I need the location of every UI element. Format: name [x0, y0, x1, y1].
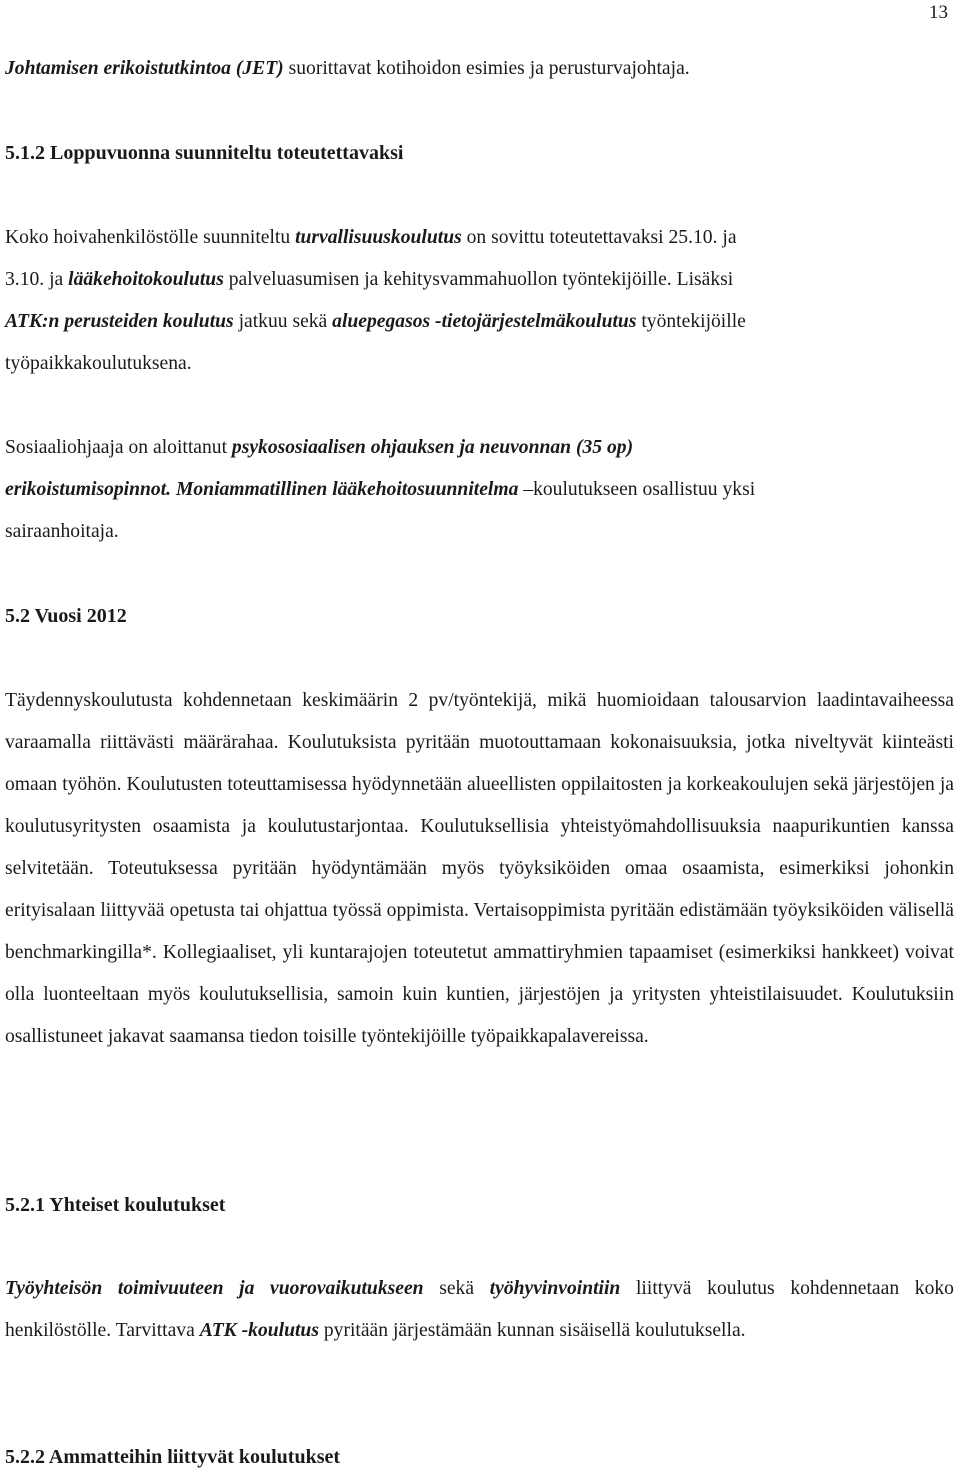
- text-line: [5, 301, 954, 343]
- intro-text: suorittavat kotihoidon esimies ja perusturvajohtaja.: [283, 58, 690, 79]
- paragraph-year-2012: Täydennyskoulutusta kohdennetaan keskimäärin 2 pv/työntekijä, mikä huomioidaan talousarvion laadintavaiheessa varaamalla riittävästi määrärahaa. Koulutuksista pyritään muotouttamaan kokonaisuuksia, jotka niveltyvät kiinteästi omaan työhön. Koulutusten toteuttamisessa hyödynnetään alueellisten oppilaitosten ja korkeakoulujen sekä järjestöjen ja koulutusyritysten osaamista ja koulutustarjontaa. Koulutuksellisia yhteistyömahdollisuuksia naapurikuntien kanssa selvitetään. Toteutuksessa pyritään hyödyntämään myös työyksiköiden omaa osaamista, esimerkiksi johonkin erityisalaan liittyvää opetusta tai ohjattua työssä oppimista. Vertaisoppimista pyritään edistämään työyksiköiden välisellä benchmarkingilla*. Kollegiaaliset, yli kuntarajojen toteutetut ammattiryhmien tapaamiset (esimerkiksi hankkeet) voivat olla luonteeltaan myös koulutuksellisia, samoin kuin kuntien, järjestöjen ja yritysten yhteistilaisuudet. Koulutuksiin osallistuneet jakavat saamansa tiedon toisille työntekijöille työpaikkapalavereissa.: [5, 690, 954, 1047]
- heading-5-2-2: 5.2.2 Ammatteihin liittyvät koulutukset: [5, 1446, 341, 1468]
- text-run: liittyvä koulutus kohdennetaan koko henkilöstölle. Tarvittava: [5, 1278, 954, 1341]
- text-run: työntekijöille: [636, 311, 746, 332]
- emphasis-safety-training: turvallisuuskoulutus: [295, 227, 462, 248]
- emphasis-atk-course: ATK -koulutus: [199, 1320, 319, 1341]
- text-line: sairaanhoitaja.: [5, 521, 119, 542]
- emphasis-specialization: erikoistumisopinnot. Moniammatillinen lääkehoitosuunnitelma: [5, 479, 519, 500]
- text-run: jatkuu sekä: [233, 311, 333, 332]
- text-line: työpaikkakoulutuksena.: [5, 353, 192, 374]
- text-line: [5, 217, 954, 259]
- paragraph-social-counselor: [5, 427, 954, 553]
- text-line: [5, 427, 954, 469]
- text-run: Sosiaaliohjaaja on aloittanut: [5, 437, 232, 458]
- text-line: [5, 469, 954, 511]
- intro-emphasis: Johtamisen erikoistutkintoa (JET): [5, 58, 284, 79]
- heading-5-1-2: 5.1.2 Loppuvuonna suunniteltu toteutettavaksi: [5, 142, 404, 164]
- text-run: on sovittu toteutettavaksi 25.10. ja: [461, 227, 737, 248]
- text-run: pyritään järjestämään kunnan sisäisellä koulutuksella.: [318, 1320, 746, 1341]
- text-run: –koulutukseen osallistuu yksi: [518, 479, 756, 500]
- text-run: sekä: [423, 1278, 490, 1299]
- emphasis-medication-training: lääkehoitokoulutus: [68, 269, 224, 290]
- emphasis-psychosocial-guidance: psykososiaalisen ohjauksen ja neuvonnan (35 op): [231, 437, 634, 458]
- emphasis-wellbeing: työhyvinvointiin: [489, 1278, 621, 1299]
- heading-5-2: 5.2 Vuosi 2012: [5, 605, 127, 627]
- emphasis-atk-training: ATK:n perusteiden koulutus: [5, 311, 234, 332]
- paragraph-training-plan: [5, 217, 954, 385]
- paragraph-common-training: [5, 1268, 954, 1352]
- emphasis-work-community: Työyhteisön toimivuuteen ja vuorovaikutukseen: [5, 1278, 424, 1299]
- heading-5-2-1: 5.2.1 Yhteiset koulutukset: [5, 1194, 226, 1216]
- text-run: 3.10. ja: [5, 269, 69, 290]
- text-run: palveluasumisen ja kehitysvammahuollon työntekijöille. Lisäksi: [223, 269, 734, 290]
- text-run: Koko hoivahenkilöstölle suunniteltu: [5, 227, 296, 248]
- text-line: [5, 259, 954, 301]
- intro-paragraph: [5, 48, 954, 90]
- emphasis-aluepegasos-training: aluepegasos -tietojärjestelmäkoulutus: [332, 311, 637, 332]
- page-number: 13: [929, 2, 948, 23]
